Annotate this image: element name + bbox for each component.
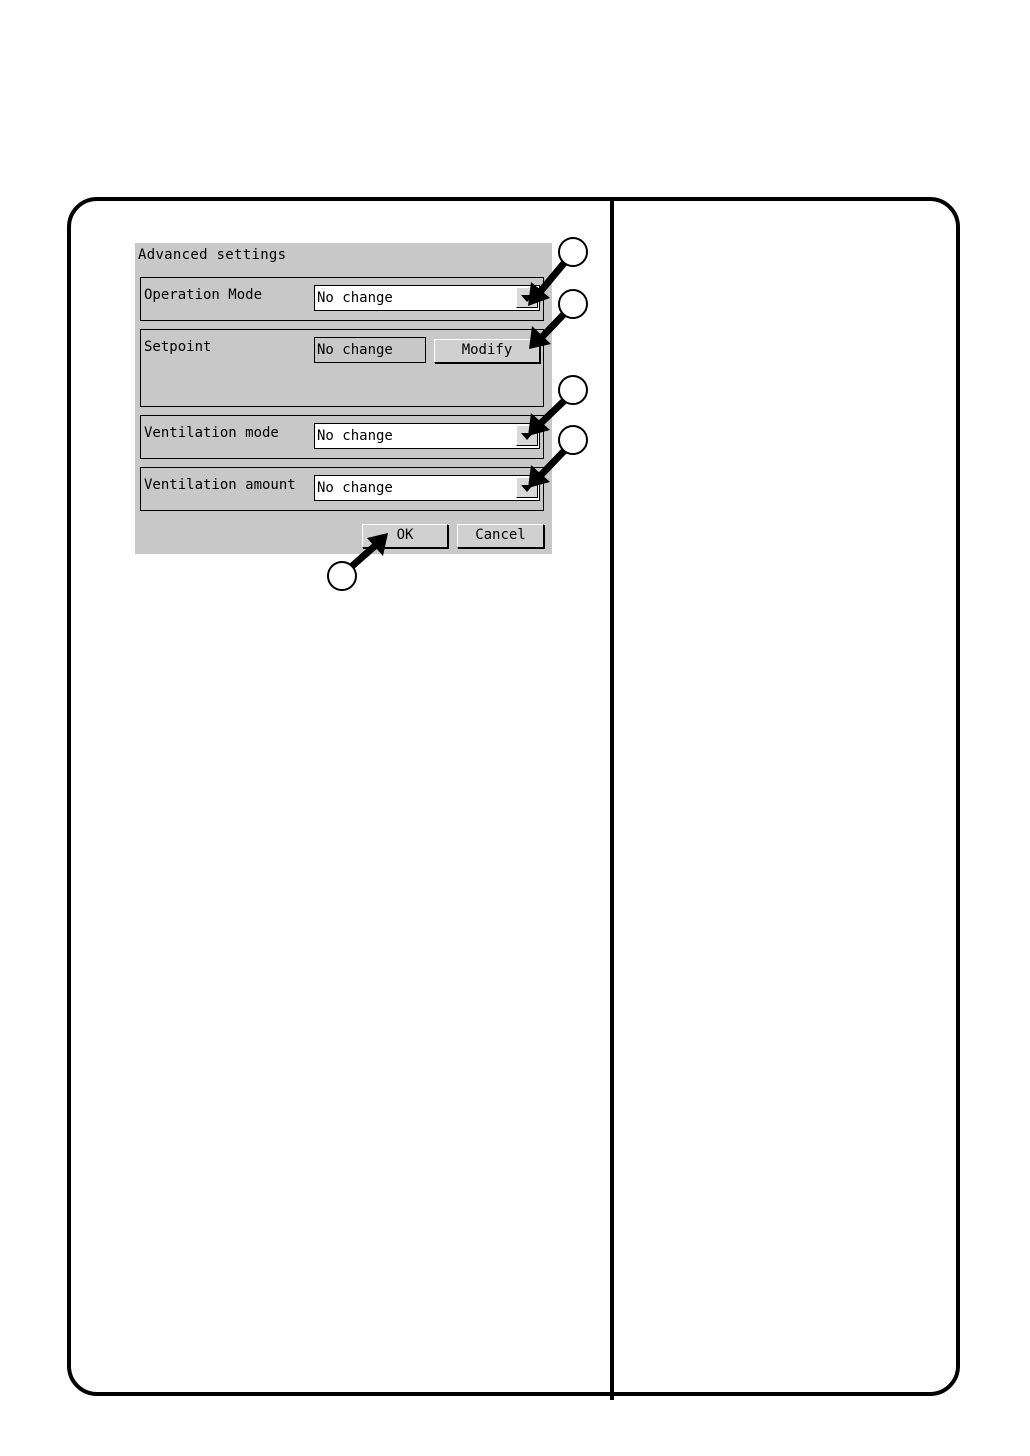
callout-circle [558,375,588,405]
arrow-icon [351,533,388,567]
modify-button[interactable]: Modify [434,339,540,363]
dialog-title: Advanced settings [138,247,287,263]
operation-mode-label: Operation Mode [144,287,263,303]
cancel-button[interactable]: Cancel [457,524,544,548]
arrow-icon [528,400,565,436]
operation-mode-value: No change [317,290,393,306]
setpoint-value: No change [317,342,393,358]
ok-button[interactable]: OK [362,524,448,548]
arrow-icon [529,313,565,349]
callout-circle [558,425,588,455]
arrow-icon [528,450,565,488]
ventilation-mode-value: No change [317,428,393,444]
callout-circle [558,289,588,319]
setpoint-label: Setpoint [144,339,212,355]
callout-circle [327,561,357,591]
callout-circle [558,237,588,267]
ventilation-mode-label: Ventilation mode [144,425,279,441]
ventilation-amount-label: Ventilation amount [144,477,296,493]
ventilation-amount-value: No change [317,480,393,496]
